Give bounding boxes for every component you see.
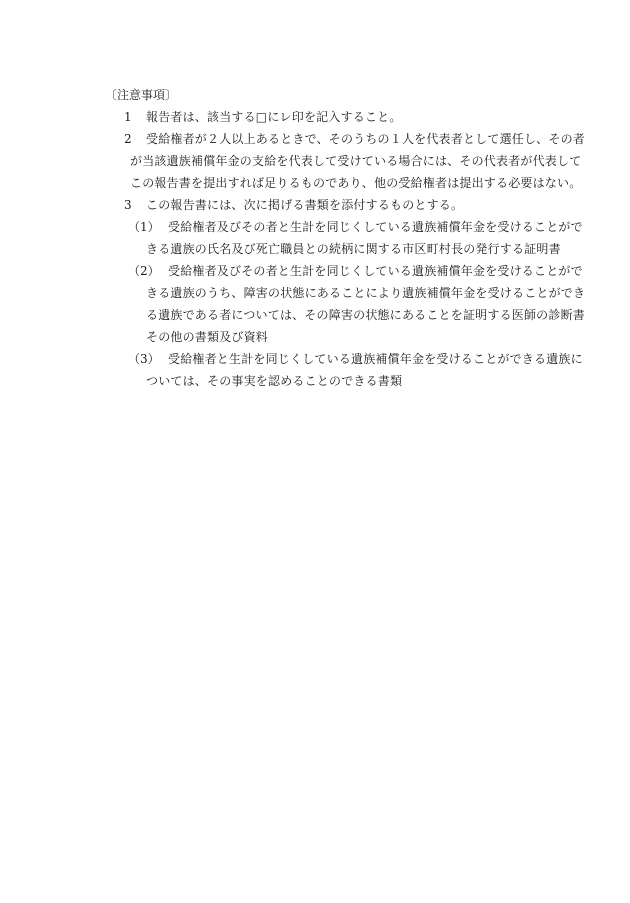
sub-2-line-1: 受給権者及びその者と生計を同じくしている遺族補償年金を受けることがで (168, 264, 583, 278)
item-2-line-2: が当該遺族補償年金の支給を代表して受けている場合には、その代表者が代表して (130, 154, 582, 168)
sub-1-number: （1） (128, 220, 160, 234)
sub-2-line-2: きる遺族のうち、障害の状態にあることにより遺族補償年金を受けることができ (146, 286, 586, 300)
sub-2-number: （2） (128, 264, 160, 278)
item-1-number: 1 (124, 110, 132, 124)
item-3-number: 3 (124, 198, 132, 212)
item-1-text: 報告者は、該当する□にレ印を記入すること。 (146, 110, 402, 124)
sub-1-line-1: 受給権者及びその者と生計を同じくしている遺族補償年金を受けることがで (168, 220, 583, 234)
sub-3-line-1: 受給権者と生計を同じくしている遺族補償年金を受けることができる遺族に (168, 352, 583, 366)
item-2-line-3: この報告書を提出すれば足りるものであり、他の受給権者は提出する必要はない。 (130, 176, 582, 190)
sub-2-line-3: る遺族である者については、その障害の状態にあることを証明する医師の診断書 (146, 308, 585, 322)
sub-3-line-2: ついては、その事実を認めることのできる書類 (146, 374, 403, 388)
notes-heading: 〔注意事項〕 (105, 88, 178, 102)
sub-1-line-2: きる遺族の氏名及び死亡職員との続柄に関する市区町村長の発行する証明書 (146, 242, 561, 256)
sub-2-line-4: その他の書類及び資料 (146, 330, 269, 344)
item-2-line-1: 受給権者が２人以上あるときで、そのうちの１人を代表者として選任し、その者 (146, 132, 585, 146)
item-3-text: この報告書には、次に掲げる書類を添付するものとする。 (146, 198, 464, 212)
sub-3-number: （3） (128, 352, 160, 366)
item-2-number: 2 (124, 132, 132, 146)
